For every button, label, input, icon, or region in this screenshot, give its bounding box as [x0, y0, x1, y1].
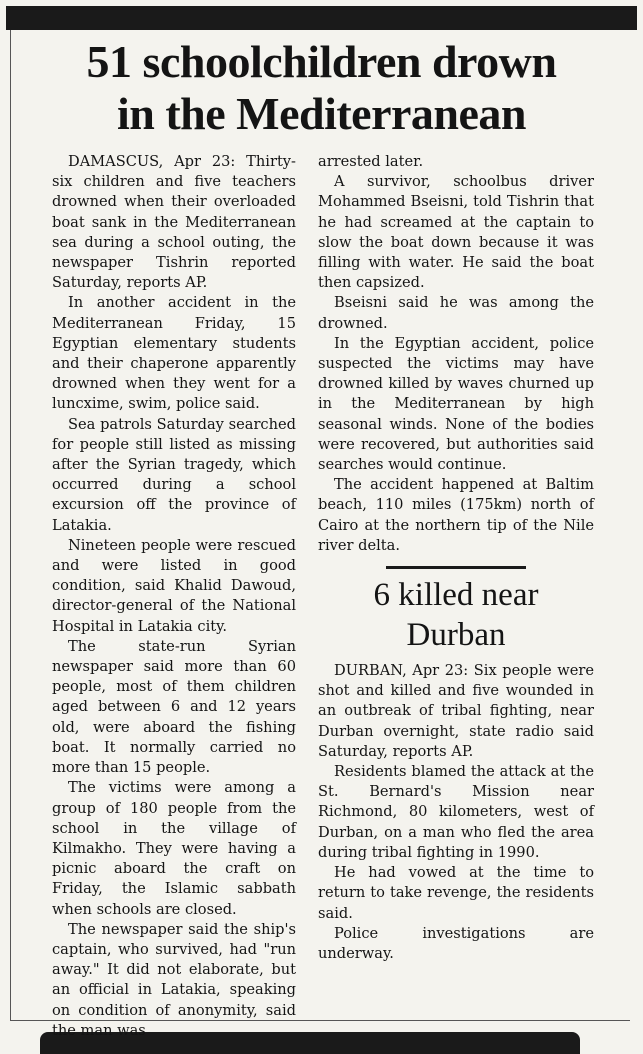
second-story-headline-line2: Durban: [406, 617, 506, 654]
article-paragraph: The newspaper said the ship's captain, who survived, had "run away." It did not elaborate, but an official in Latakia, speaking on condition of anonymity, said the man was: [52, 920, 296, 1039]
second-story-headline-line1: 6 killed near: [373, 577, 539, 614]
article-paragraph: DAMASCUS, Apr 23: Thirty-six children and five teachers drowned when their overloaded boat sank in the Mediterranean sea during a school outing, the newspaper Tishrin reported Saturday, reports AP.: [52, 153, 296, 292]
left-column: [52, 152, 296, 1041]
article-paragraph: In the Egyptian accident, police suspected the victims may have drowned killed by waves churned up in the Mediterranean by high seasonal winds. None of the bodies were recovered, but authorities said searches would continue.: [318, 334, 594, 474]
article-paragraph-continued: arrested later.: [318, 153, 424, 170]
article-paragraph: A survivor, schoolbus driver Mohammed Bseisni, told Tishrin that he had screamed at the captain to slow the boat down because it was filling with water. He said the boat then capsized.: [318, 173, 594, 292]
article-paragraph: The state-run Syrian newspaper said more than 60 people, most of them children aged between 6 and 12 years old, were aboard the fishing boat. It normally carried no more than 15 people.: [52, 637, 296, 777]
article-paragraph: In another accident in the Mediterranean Friday, 15 Egyptian elementary students and their chaperone apparently drowned when they went for a luncxime, swim, police said.: [52, 294, 296, 413]
second-story-paragraph: Police investigations are underway.: [318, 924, 594, 962]
article-paragraph: Sea patrols Saturday searched for people still listed as missing after the Syrian tragedy, which occurred during a school excursion off the province of Latakia.: [52, 415, 296, 534]
main-headline-line2: in the Mediterranean: [116, 88, 527, 139]
right-column: [318, 152, 594, 964]
article-paragraph: The accident happened at Baltim beach, 110 miles (175km) north of Cairo at the northern tip of the Nile river delta.: [318, 476, 594, 554]
second-story-headline: [318, 575, 594, 655]
second-story-paragraph: He had vowed at the time to return to take revenge, the residents said.: [318, 864, 594, 922]
story-divider: [386, 566, 526, 569]
top-black-bar: [6, 6, 637, 30]
main-headline: [0, 36, 643, 140]
article-paragraph: Bseisni said he was among the drowned.: [318, 294, 594, 332]
main-headline-line1: 51 schoolchildren drown: [86, 36, 557, 87]
article-paragraph: Nineteen people were rescued and were listed in good condition, said Khalid Dawoud, director-general of the National Hospital in Latakia city.: [52, 536, 296, 635]
left-column-rule: [10, 30, 11, 1020]
article-paragraph: The victims were among a group of 180 people from the school in the village of Kilmakho. They were having a picnic aboard the craft on Friday, the Islamic sabbath when schools are closed.: [52, 779, 296, 918]
second-story-paragraph: DURBAN, Apr 23: Six people were shot and killed and five wounded in an outbreak of tribal fighting, near Durban overnight, state radio said Saturday, reports AP.: [318, 662, 594, 760]
second-story-paragraph: Residents blamed the attack at the St. Bernard's Mission near Richmond, 80 kilometers, west of Durban, on a man who fled the area during tribal fighting in 1990.: [318, 763, 594, 861]
